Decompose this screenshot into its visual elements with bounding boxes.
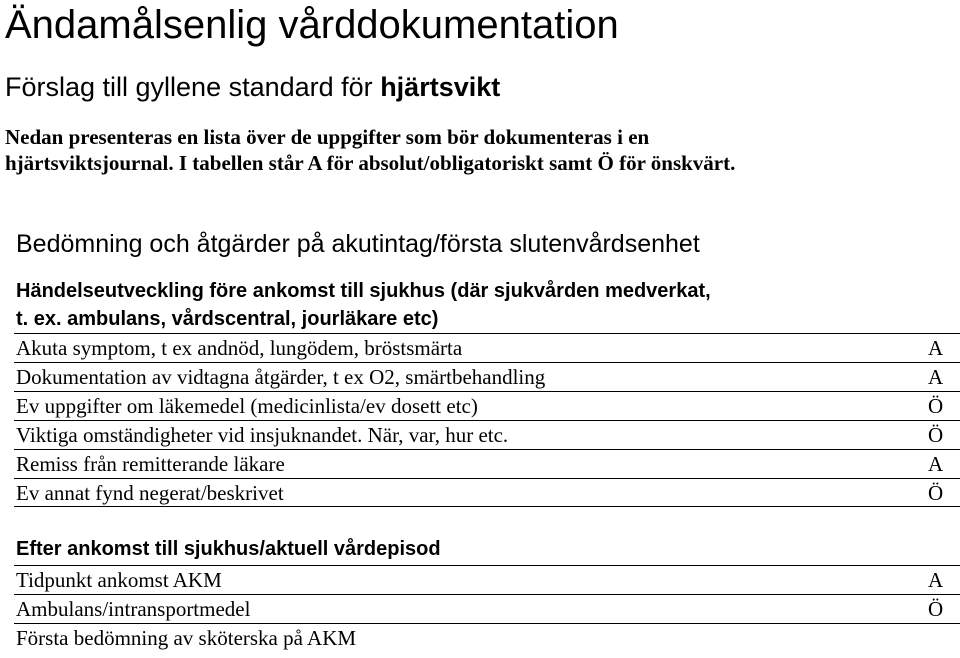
row-grade: Ö — [928, 394, 944, 418]
table-row — [14, 333, 960, 362]
row-grade: Ö — [928, 597, 944, 621]
intro-paragraph — [5, 124, 905, 176]
subtitle-prefix: Förslag till gyllene standard för — [5, 72, 381, 102]
table-row — [14, 449, 960, 478]
row-label: Remiss från remitterande läkare — [16, 452, 285, 476]
section-title: Bedömning och åtgärder på akutintag/första slutenvårdsenhet — [16, 230, 700, 258]
table-row — [14, 623, 960, 652]
group2-table — [14, 565, 960, 652]
row-grade: Ö — [928, 481, 944, 505]
row-label: Dokumentation av vidtagna åtgärder, t ex O2, smärtbehandling — [16, 365, 546, 389]
table-row — [14, 420, 960, 449]
row-label: Akuta symptom, t ex andnöd, lungödem, bröstsmärta — [16, 336, 463, 360]
table-row — [14, 565, 960, 594]
table-row — [14, 594, 960, 623]
group1-table — [14, 333, 960, 507]
document-subtitle — [5, 70, 500, 104]
row-grade: A — [928, 365, 944, 389]
table-row — [14, 478, 960, 507]
intro-line-1: Nedan presenteras en lista över de uppgifter som bör dokumenteras i en — [5, 125, 650, 149]
group1-heading-line-2: t. ex. ambulans, vårdscentral, jourläkare etc) — [16, 308, 439, 330]
row-grade: A — [928, 336, 944, 360]
row-label: Första bedömning av sköterska på AKM — [16, 626, 357, 650]
row-grade: A — [928, 568, 944, 592]
table-row — [14, 391, 960, 420]
row-label: Ev uppgifter om läkemedel (medicinlista/ev dosett etc) — [16, 394, 478, 418]
row-label: Viktiga omständigheter vid insjuknandet. När, var, hur etc. — [16, 423, 509, 447]
row-grade: Ö — [928, 423, 944, 447]
row-label: Ambulans/intransportmedel — [16, 597, 251, 621]
group1-heading-line-1: Händelseutveckling före ankomst till sjukhus (där sjukvården medverkat, — [16, 280, 711, 302]
row-label: Tidpunkt ankomst AKM — [16, 568, 222, 592]
subtitle-emphasis: hjärtsvikt — [380, 72, 501, 102]
row-grade: A — [928, 452, 944, 476]
row-label: Ev annat fynd negerat/beskrivet — [16, 481, 284, 505]
document-title: Ändamålsenlig vårddokumentation — [5, 3, 619, 47]
intro-line-2: hjärtsviktsjournal. I tabellen står A för absolut/obligatoriskt samt Ö för önskvärt. — [5, 151, 736, 175]
group2-heading: Efter ankomst till sjukhus/aktuell vårdepisod — [16, 538, 441, 560]
table-row — [14, 362, 960, 391]
